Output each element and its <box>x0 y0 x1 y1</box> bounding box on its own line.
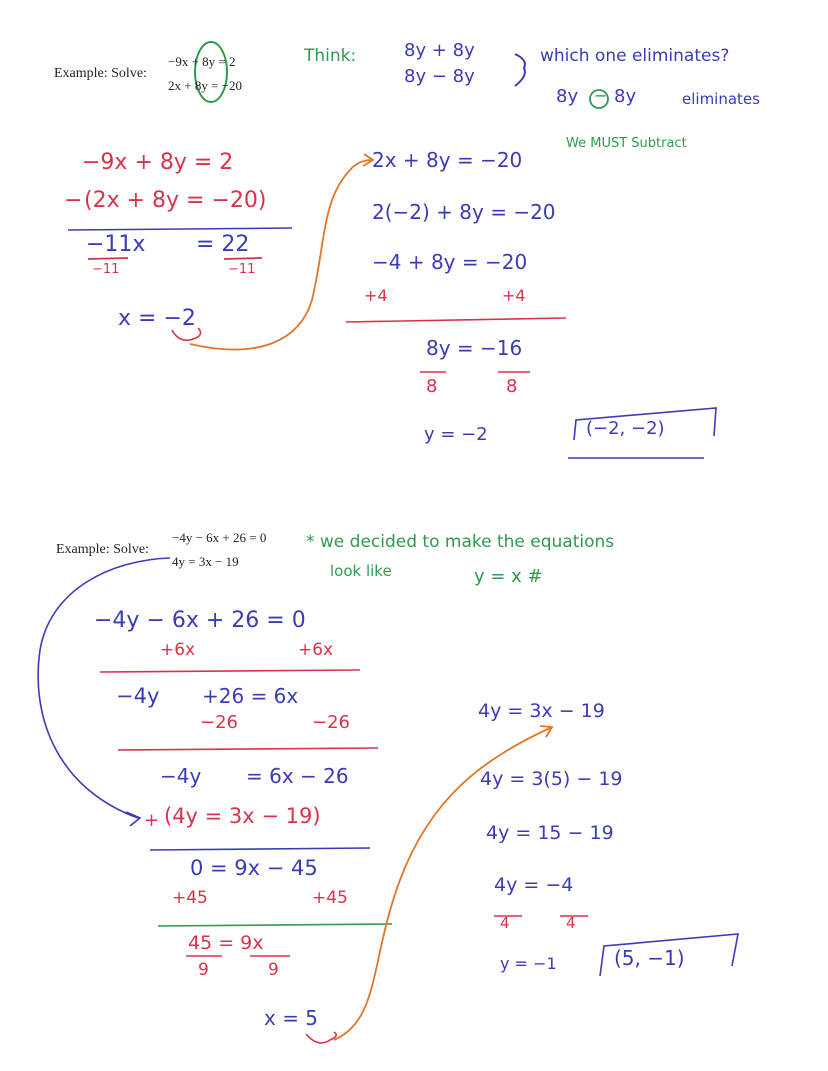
ex2-left-line-6-text: 45 = 9x <box>188 932 264 954</box>
ex2-left-line-4: (4y = 3x − 19) <box>164 804 321 828</box>
ex2-equation-1: −4y − 6x + 26 = 0 <box>172 530 267 545</box>
ex1-x-result: x = −2 <box>118 306 196 331</box>
ex2-left-div-left: 9 <box>198 960 209 980</box>
ex2-left-line-5: 0 = 9x − 45 <box>190 856 318 880</box>
eliminates-a: 8y <box>556 86 579 107</box>
ex2-right-line-3: 4y = 15 − 19 <box>486 822 614 844</box>
ex2-left-line-2-right: +26 = 6x <box>202 684 299 708</box>
ex2-prompt: Example: Solve: <box>56 542 149 557</box>
ex1-left-minus: − <box>64 188 83 213</box>
eliminates-op: − <box>594 86 608 105</box>
ex1-left-line-3-left: −11x <box>86 232 146 257</box>
ex2-left-line-3-left: −4y <box>160 764 202 788</box>
ex1-right-line-4: 8y = −16 <box>426 336 523 360</box>
ex2-left-plus: + <box>144 810 160 831</box>
ex1-left-div-right: −11 <box>228 262 256 277</box>
ex1-right-line-2: 2(−2) + 8y = −20 <box>372 200 556 224</box>
eliminates-word: eliminates <box>682 90 760 108</box>
ex2-right-line-1: 4y = 3x − 19 <box>478 700 605 722</box>
ex2-divider-2 <box>118 748 378 750</box>
ex1-right-div-left: 8 <box>426 376 438 397</box>
ex2-divider-3 <box>150 848 370 850</box>
ex1-left-line-2: (2x + 8y = −20) <box>84 188 267 213</box>
ex2-left-sub-right: −26 <box>312 712 350 733</box>
ex1-left-div-left: −11 <box>92 262 120 277</box>
x5-mark <box>306 1032 336 1043</box>
ex1-right-line-1: 2x + 8y = −20 <box>372 148 523 172</box>
ex1-right-line-3: −4 + 8y = −20 <box>372 250 528 274</box>
ex1-frac-bar-left <box>88 258 128 259</box>
ex2-left-line-1: −4y − 6x + 26 = 0 <box>94 608 306 633</box>
ex2-note-line-2: look like <box>330 562 392 580</box>
ex2-right-div-right: 4 <box>566 914 576 932</box>
ex2-left-sub-left: −26 <box>200 712 238 733</box>
ex2-note-form: y = x # <box>474 566 543 587</box>
ex1-right-divider <box>346 318 566 322</box>
ex1-equation-2: 2x + 8y = −20 <box>168 78 242 93</box>
eliminates-b: 8y <box>614 86 637 107</box>
ex2-left-line-2-left: −4y <box>116 684 160 708</box>
think-brace <box>515 54 525 86</box>
think-label: Think: <box>304 46 357 66</box>
ex2-answer: (5, −1) <box>614 946 685 970</box>
ex2-right-line-2: 4y = 3(5) − 19 <box>480 768 623 790</box>
ex2-left-add2-left: +45 <box>172 888 208 908</box>
ex2-divider-4 <box>158 924 392 926</box>
ex1-left-line-1: −9x + 8y = 2 <box>82 150 234 175</box>
ex1-right-add-right: +4 <box>502 286 526 305</box>
ex1-right-add-left: +4 <box>364 286 388 305</box>
ex2-right-div-left: 4 <box>500 914 510 932</box>
ex1-answer: (−2, −2) <box>586 418 665 439</box>
ex2-left-add2-right: +45 <box>312 888 348 908</box>
ex2-equation-2: 4y = 3x − 19 <box>172 554 239 569</box>
ex2-x-result: x = 5 <box>264 1006 319 1030</box>
ex1-left-divider <box>68 228 292 230</box>
ex2-left-add-left: +6x <box>160 640 196 660</box>
ex2-left-add-right: +6x <box>298 640 334 660</box>
ex1-frac-bar-right <box>224 258 262 259</box>
ex2-note-line-1: * we decided to make the equations <box>306 532 615 552</box>
which-note: which one eliminates? <box>540 46 730 66</box>
ex2-y-result: y = −1 <box>500 954 557 973</box>
ex2-right-line-4: 4y = −4 <box>494 874 574 896</box>
ex1-right-div-right: 8 <box>506 376 518 397</box>
ex2-left-div-right: 9 <box>268 960 279 980</box>
ex2-divider-1 <box>100 670 360 672</box>
ex1-y-result: y = −2 <box>424 424 488 445</box>
think-line-2: 8y − 8y <box>404 66 475 87</box>
must-subtract-note: We MUST Subtract <box>566 136 687 151</box>
ex1-prompt: Example: Solve: <box>54 66 147 81</box>
ex2-left-line-3-right: = 6x − 26 <box>246 764 349 788</box>
ex1-equation-1: −9x + 8y = 2 <box>168 54 236 69</box>
think-line-1: 8y + 8y <box>404 40 475 61</box>
ex1-left-line-3-right: = 22 <box>196 232 250 257</box>
